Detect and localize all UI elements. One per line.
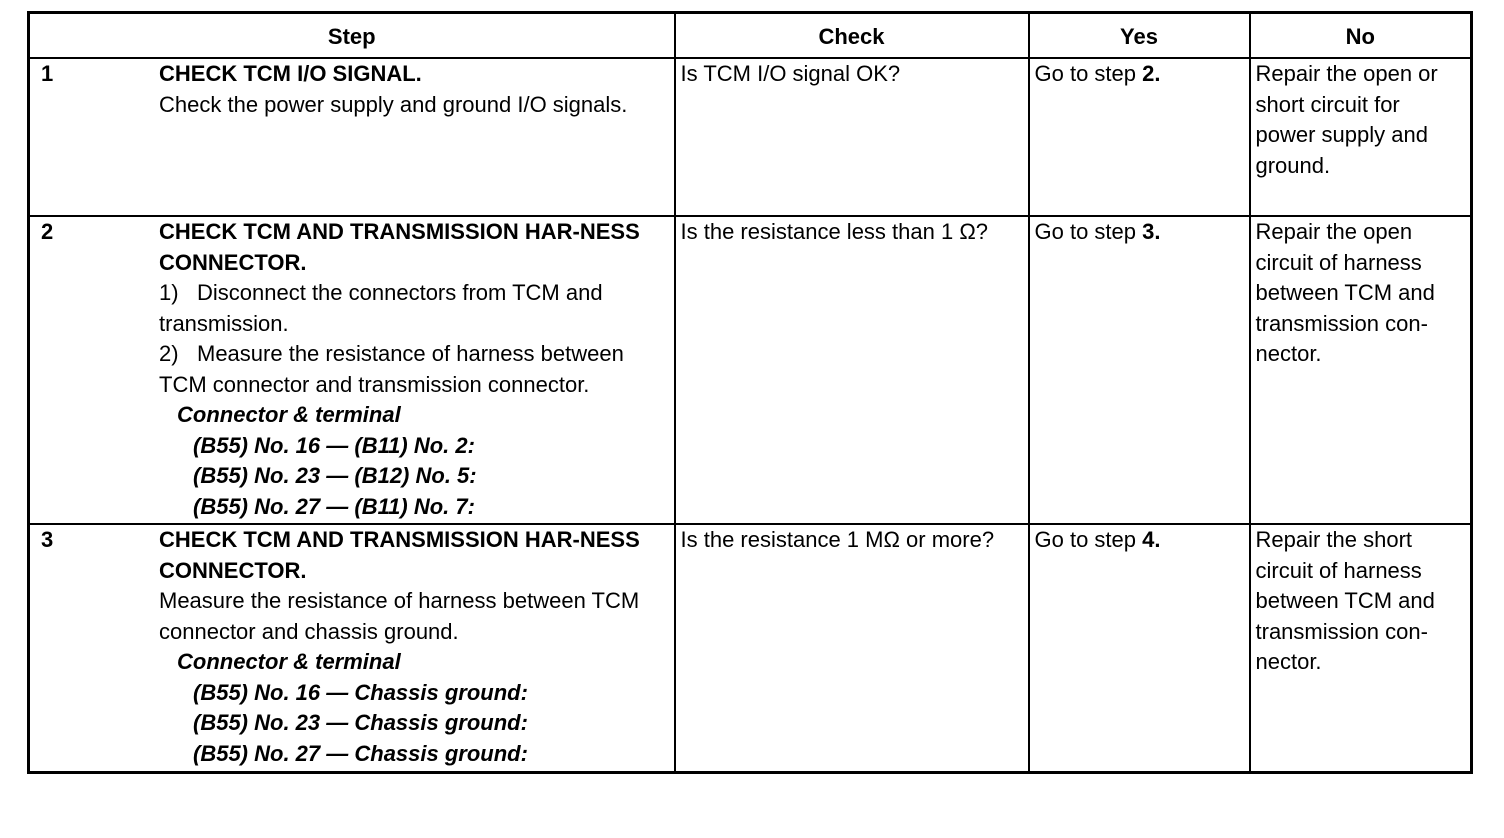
step-title: CHECK TCM I/O SIGNAL. [159, 61, 422, 86]
table-row [29, 58, 1472, 216]
header-row [29, 13, 1472, 59]
connector-line: (B55) No. 27 — Chassis ground: [193, 740, 528, 766]
substep [159, 278, 665, 339]
substep [159, 339, 665, 400]
yes-step-ref: 2. [1142, 61, 1161, 86]
connector-title: Connector & terminal [177, 649, 401, 674]
header-yes: Yes [1029, 13, 1250, 59]
connector-line: (B55) No. 23 — (B12) No. 5: [193, 463, 477, 488]
substep-text: Disconnect the connectors from TCM and transmission. [159, 280, 603, 336]
header-check: Check [675, 13, 1029, 59]
step-number: 3 [41, 527, 54, 552]
header-step: Step [29, 13, 675, 59]
connector-line: (B55) No. 16 — Chassis ground: [193, 679, 528, 705]
step-number: 2 [41, 219, 54, 244]
step-title: CHECK TCM AND TRANSMISSION HAR-NESS CONNECTOR. [159, 219, 640, 275]
step-title: CHECK TCM AND TRANSMISSION HAR-NESS CONNECTOR. [159, 527, 640, 583]
check-cell: Is TCM I/O signal OK? [675, 58, 1029, 216]
yes-cell [1029, 216, 1250, 524]
yes-step-ref: 4. [1142, 527, 1161, 552]
connector-title: Connector & terminal [177, 402, 401, 427]
table-row [29, 216, 1472, 524]
substep-text: Measure the resistance of harness between TCM connector and transmission connector. [159, 341, 624, 397]
header-no: No [1250, 13, 1472, 59]
step-description: Measure the resistance of harness between TCM connector and chassis ground. [159, 588, 640, 644]
step-cell [29, 58, 675, 216]
yes-prefix: Go to step [1034, 219, 1143, 244]
check-cell: Is the resistance 1 MΩ or more? [675, 524, 1029, 773]
yes-step-ref: 3. [1142, 219, 1161, 244]
table-row [29, 524, 1472, 773]
no-cell: Repair the open or short circuit for power supply and ground. [1250, 58, 1472, 216]
substep-number: 2) [159, 341, 179, 366]
step-cell [29, 524, 675, 773]
connector-line: (B55) No. 23 — Chassis ground: [193, 710, 528, 735]
yes-cell [1029, 524, 1250, 773]
connector-line: (B55) No. 16 — (B11) No. 2: [193, 432, 475, 458]
yes-prefix: Go to step [1034, 527, 1143, 552]
connector-line: (B55) No. 27 — (B11) No. 7: [193, 493, 475, 519]
step-number: 1 [41, 61, 54, 86]
step-description: Check the power supply and ground I/O signals. [159, 91, 628, 117]
yes-prefix: Go to step [1034, 61, 1143, 86]
substep-number: 1) [159, 280, 179, 305]
no-cell: Repair the open circuit of harness between TCM and transmission con-nector. [1250, 216, 1472, 524]
no-cell: Repair the short circuit of harness between TCM and transmission con-nector. [1250, 524, 1472, 773]
diagnostic-table [27, 11, 1473, 774]
check-cell: Is the resistance less than 1 Ω? [675, 216, 1029, 524]
step-cell [29, 216, 675, 524]
yes-cell [1029, 58, 1250, 216]
